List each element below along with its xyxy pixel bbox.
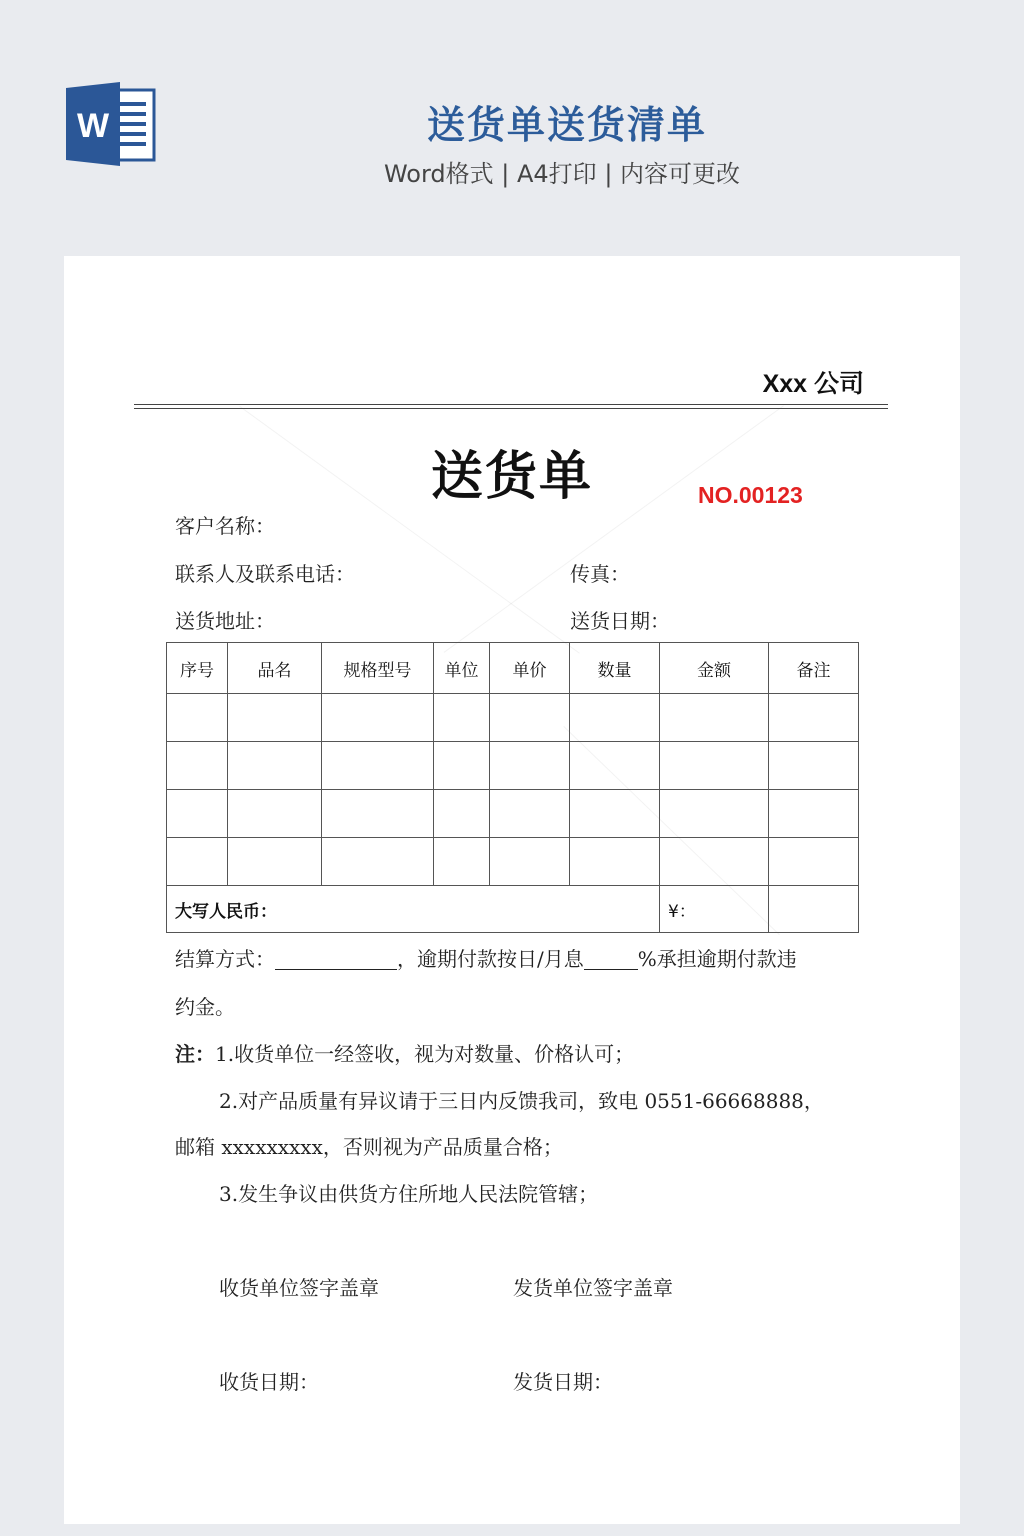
table-header-cell: 品名 (228, 643, 322, 694)
document-title: 送货单 (430, 446, 593, 507)
table-header-cell: 单价 (490, 643, 570, 694)
table-row (167, 694, 859, 742)
table-cell[interactable] (322, 694, 434, 742)
address-label: 送货地址： (175, 609, 275, 633)
table-cell[interactable] (490, 838, 570, 886)
sender-date-label: 发货日期： (513, 1370, 613, 1394)
table-cell[interactable] (490, 694, 570, 742)
table-cell[interactable] (570, 694, 660, 742)
table-header-cell: 金额 (660, 643, 769, 694)
table-cell[interactable] (167, 838, 228, 886)
note-1-line (175, 1038, 634, 1067)
table-row (167, 790, 859, 838)
table-header-cell: 数量 (570, 643, 660, 694)
table-cell[interactable] (769, 694, 859, 742)
delivery-date-label: 送货日期： (570, 609, 670, 633)
table-total-row (167, 886, 859, 933)
table-cell[interactable] (228, 694, 322, 742)
note-2: 2.对产品质量有异议请于三日内反馈我司，致电 0551-66668888， (219, 1089, 824, 1113)
customer-name-label: 客户名称： (175, 514, 275, 538)
table-cell[interactable] (769, 790, 859, 838)
receiver-signature-label: 收货单位签字盖章 (219, 1276, 379, 1300)
table-row (167, 742, 859, 790)
table-cell[interactable] (660, 790, 769, 838)
settlement-label: 结算方式： (175, 947, 275, 971)
total-in-words-label: 大写人民币： (167, 886, 660, 933)
document-page (64, 256, 960, 1524)
sender-signature-label: 发货单位签字盖章 (513, 1276, 673, 1300)
note-label: 注： (175, 1042, 215, 1066)
table-cell[interactable] (434, 694, 490, 742)
table-header-row (167, 643, 859, 694)
interest-blank[interactable] (584, 949, 638, 970)
table-header-cell: 序号 (167, 643, 228, 694)
settlement-line (175, 943, 797, 972)
table-header-cell: 备注 (769, 643, 859, 694)
table-header-cell: 单位 (434, 643, 490, 694)
table-cell[interactable] (322, 742, 434, 790)
table-cell[interactable] (434, 742, 490, 790)
fax-label: 传真： (570, 562, 630, 586)
table-cell[interactable] (570, 838, 660, 886)
table-row (167, 838, 859, 886)
table-cell[interactable] (167, 742, 228, 790)
overdue-text: ，逾期付款按日/月息 (397, 947, 584, 971)
table-cell[interactable] (322, 838, 434, 886)
table-cell[interactable] (167, 694, 228, 742)
table-cell[interactable] (769, 838, 859, 886)
word-logo-letter: W (76, 107, 110, 145)
penalty-text-cont: 约金。 (175, 995, 235, 1019)
document-number: NO.00123 (698, 482, 803, 508)
header-rule (134, 408, 888, 409)
table-cell[interactable] (660, 742, 769, 790)
settlement-blank[interactable] (275, 949, 397, 970)
table-cell[interactable] (490, 790, 570, 838)
table-cell[interactable] (660, 694, 769, 742)
total-amount-label: ¥： (660, 886, 769, 933)
table-cell[interactable] (769, 742, 859, 790)
penalty-text: %承担逾期付款违 (637, 947, 797, 971)
receiver-date-label: 收货日期： (219, 1370, 319, 1394)
table-cell[interactable] (322, 790, 434, 838)
contact-label: 联系人及联系电话： (175, 562, 355, 586)
table-cell[interactable] (228, 838, 322, 886)
table-cell[interactable] (769, 886, 859, 933)
table-header-cell: 规格型号 (322, 643, 434, 694)
table-cell[interactable] (434, 790, 490, 838)
table-cell[interactable] (228, 790, 322, 838)
note-1: 1.收货单位一经签收，视为对数量、价格认可； (215, 1042, 635, 1066)
table-cell[interactable] (570, 790, 660, 838)
note-3: 3.发生争议由供货方住所地人民法院管辖； (219, 1182, 599, 1206)
table-cell[interactable] (490, 742, 570, 790)
table-cell[interactable] (660, 838, 769, 886)
table-cell[interactable] (570, 742, 660, 790)
banner-subtitle: Word格式 | A4打印 | 内容可更改 (383, 160, 741, 188)
table-cell[interactable] (228, 742, 322, 790)
table-cell[interactable] (434, 838, 490, 886)
delivery-table (166, 642, 859, 933)
company-name: Xxx 公司 (762, 370, 864, 398)
banner-title: 送货单送货清单 (426, 103, 707, 147)
table-cell[interactable] (167, 790, 228, 838)
header-rule (134, 404, 888, 405)
note-2-cont: 邮箱 xxxxxxxxx，否则视为产品质量合格； (175, 1135, 563, 1159)
